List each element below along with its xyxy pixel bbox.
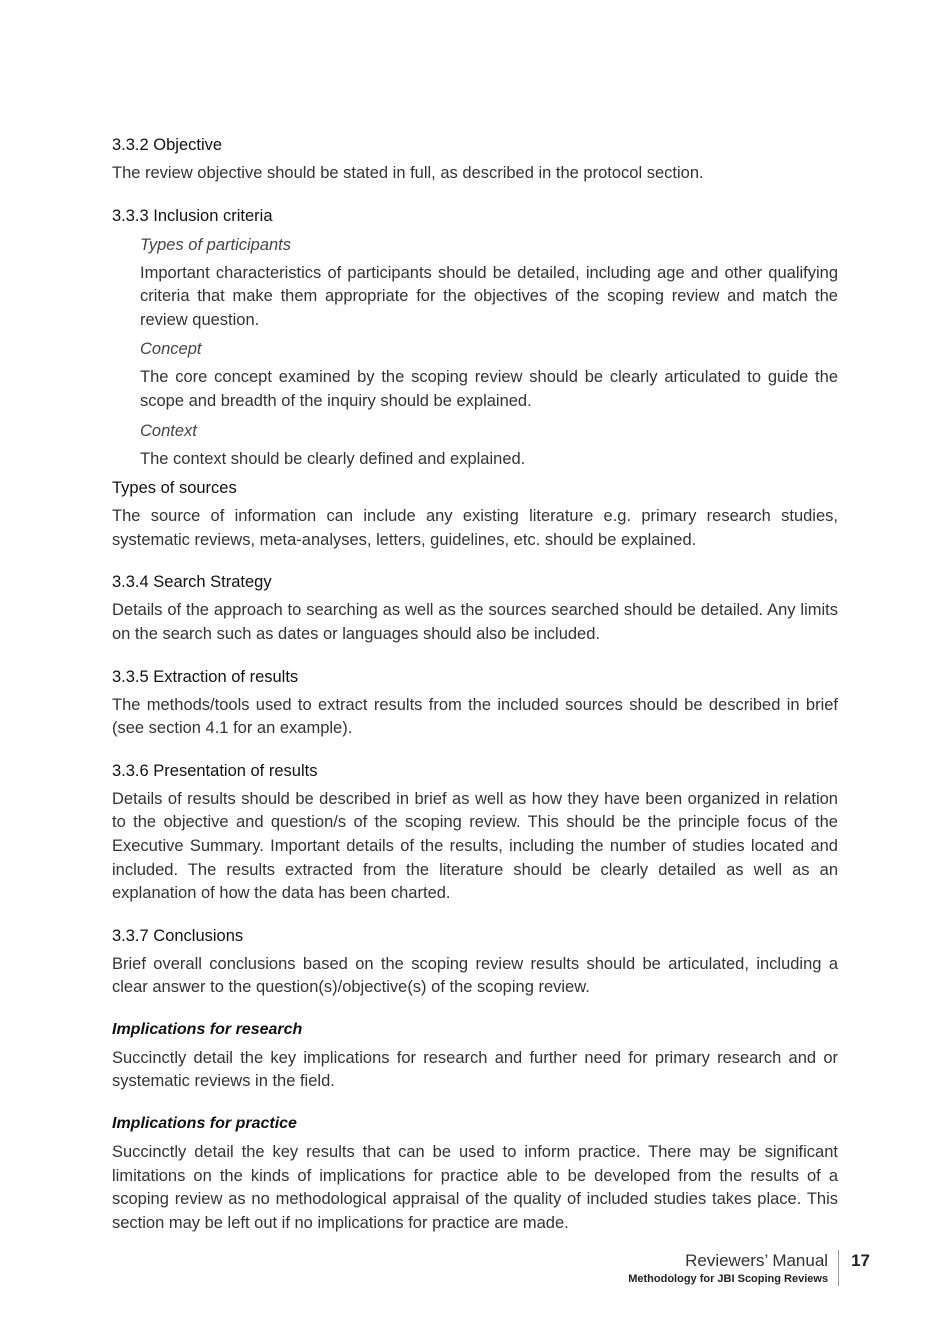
- presentation-body: Details of results should be described in brief as well as how they have been organized in relation to the objective and question/s of the scoping review. This should be the principle focus of the Executive Summary. Important details of the results, including the number of studies located and included. The results extracted from the literature should be clearly detailed as well as an explanation of how the data has been charted.: [112, 789, 838, 903]
- context-body: The context should be clearly defined and explained.: [140, 449, 526, 468]
- subheading-participants: Types of participants: [140, 235, 292, 254]
- extraction-body: The methods/tools used to extract results from the included sources should be described in brief (see section 4.1 for an example).: [112, 695, 838, 738]
- objective-body: The review objective should be stated in full, as described in the protocol section.: [112, 164, 704, 182]
- heading-extraction: 3.3.5 Extraction of results: [112, 667, 299, 686]
- page-content: [112, 133, 838, 1235]
- subheading-concept: Concept: [140, 340, 202, 359]
- inclusion-criteria-block: [140, 233, 838, 472]
- footer-text-block: [628, 1250, 839, 1286]
- implications-research-body: Succinctly detail the key implications for research and further need for primary research and or systematic reviews in the field.: [112, 1048, 838, 1091]
- heading-inclusion-criteria: 3.3.3 Inclusion criteria: [112, 206, 273, 225]
- heading-objective: 3.3.2 Objective: [112, 136, 223, 154]
- page-footer: [628, 1250, 870, 1286]
- implications-practice-body: Succinctly detail the key results that can be used to inform practice. There may be significant limitations on the kinds of implications for practice able to be developed from the results of a scoping review as no methodological appraisal of the quality of included studies takes place. This section may be left out if no implications for practice are made.: [112, 1143, 838, 1232]
- subheading-context: Context: [140, 421, 197, 440]
- search-body: Details of the approach to searching as well as the sources searched should be detailed. Any limits on the search such as dates or languages should also be included.: [112, 601, 838, 643]
- heading-implications-practice: Implications for practice: [112, 1115, 297, 1133]
- concept-body: The core concept examined by the scoping review should be clearly articulated to guide the scope and breadth of the inquiry should be explained.: [140, 368, 838, 410]
- footer-title: Reviewers’ Manual: [685, 1251, 829, 1270]
- heading-search-strategy: 3.3.4 Search Strategy: [112, 573, 272, 592]
- heading-types-of-sources: Types of sources: [112, 479, 237, 498]
- page-number: 17: [851, 1251, 870, 1270]
- heading-presentation: 3.3.6 Presentation of results: [112, 761, 318, 780]
- participants-body: Important characteristics of participants should be detailed, including age and other qualifying criteria that make them appropriate for the objectives of the scoping review and match the review question.: [140, 263, 838, 329]
- heading-implications-research: Implications for research: [112, 1020, 303, 1038]
- sources-body: The source of information can include any existing literature e.g. primary research studies, systematic reviews, meta-analyses, letters, guidelines, etc. should be explained.: [112, 507, 838, 549]
- heading-conclusions: 3.3.7 Conclusions: [112, 926, 244, 945]
- footer-subtitle: Methodology for JBI Scoping Reviews: [628, 1273, 829, 1285]
- conclusions-body: Brief overall conclusions based on the scoping review results should be articulated, including a clear answer to the question(s)/objective(s) of the scoping review.: [112, 954, 838, 997]
